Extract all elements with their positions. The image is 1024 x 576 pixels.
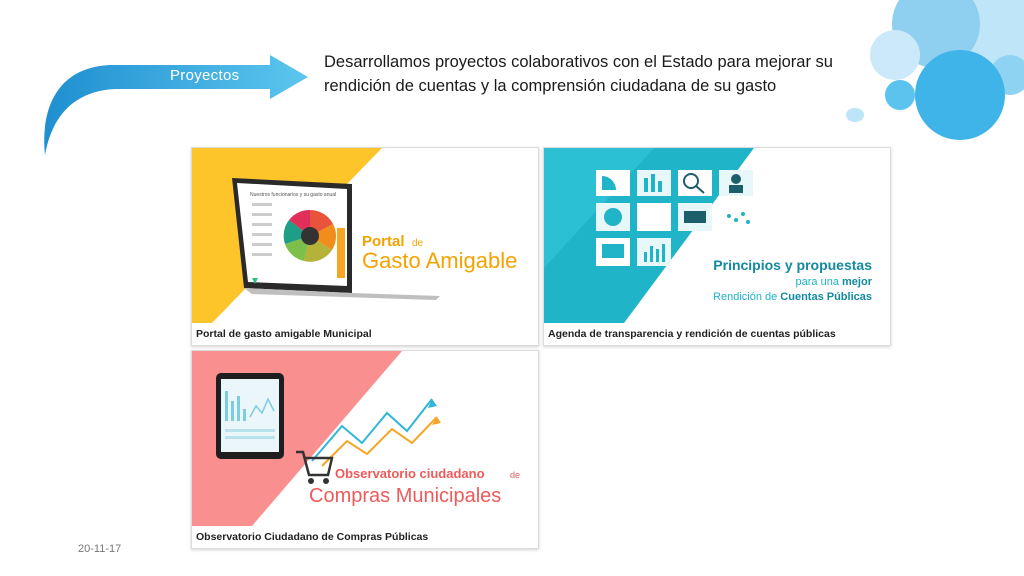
card-thumbnail xyxy=(544,148,890,323)
card-caption[interactable]: Agenda de transparencia y rendición de cuentas públicas xyxy=(548,328,836,340)
observatorio-title: Observatorio ciudadano xyxy=(335,466,485,481)
project-card-observatorio[interactable] xyxy=(191,350,539,549)
card-thumbnail xyxy=(192,351,538,526)
slide-date: 20-11-17 xyxy=(78,543,122,555)
laptop-screen-title: Nuestros funcionarios y su gasto anual xyxy=(250,192,337,198)
decorative-bubble xyxy=(870,30,920,80)
project-card-gasto-amigable[interactable] xyxy=(191,147,539,346)
card-caption[interactable]: Observatorio Ciudadano de Compras Públicas xyxy=(196,531,429,543)
card-caption[interactable]: Portal de gasto amigable Municipal xyxy=(196,328,372,340)
mejor-text: mejor xyxy=(842,276,872,288)
cuentas-publicas-text: Cuentas Públicas xyxy=(780,291,872,303)
portal-word: Portal xyxy=(362,233,405,250)
principios-title: Principios y propuestas xyxy=(713,257,872,273)
decorative-bubble xyxy=(915,50,1005,140)
banner-label: Proyectos xyxy=(170,67,240,84)
svg-text:Rendición de Cuentas P xyxy=(713,291,872,303)
decorative-bubble xyxy=(846,108,864,122)
svg-text:para una mejor xyxy=(796,276,873,288)
decorative-bubble xyxy=(885,80,915,110)
card-thumbnail xyxy=(192,148,538,323)
rendicion-de-text: Rendición de xyxy=(713,291,778,303)
compras-municipales-title: Compras Municipales xyxy=(309,485,502,507)
portal-de-word: de xyxy=(412,238,424,249)
para-una-text: para una xyxy=(795,276,839,288)
project-card-transparencia[interactable] xyxy=(543,147,891,346)
intro-text: Desarrollamos proyectos colaborativos con el Estado para mejorar su rendición de cuentas y la comprensión ciudadana de su gasto xyxy=(324,53,833,95)
gasto-amigable-title: Gasto Amigable xyxy=(362,248,518,273)
observatorio-de-word: de xyxy=(510,470,521,480)
tablet-illustration xyxy=(216,373,284,459)
